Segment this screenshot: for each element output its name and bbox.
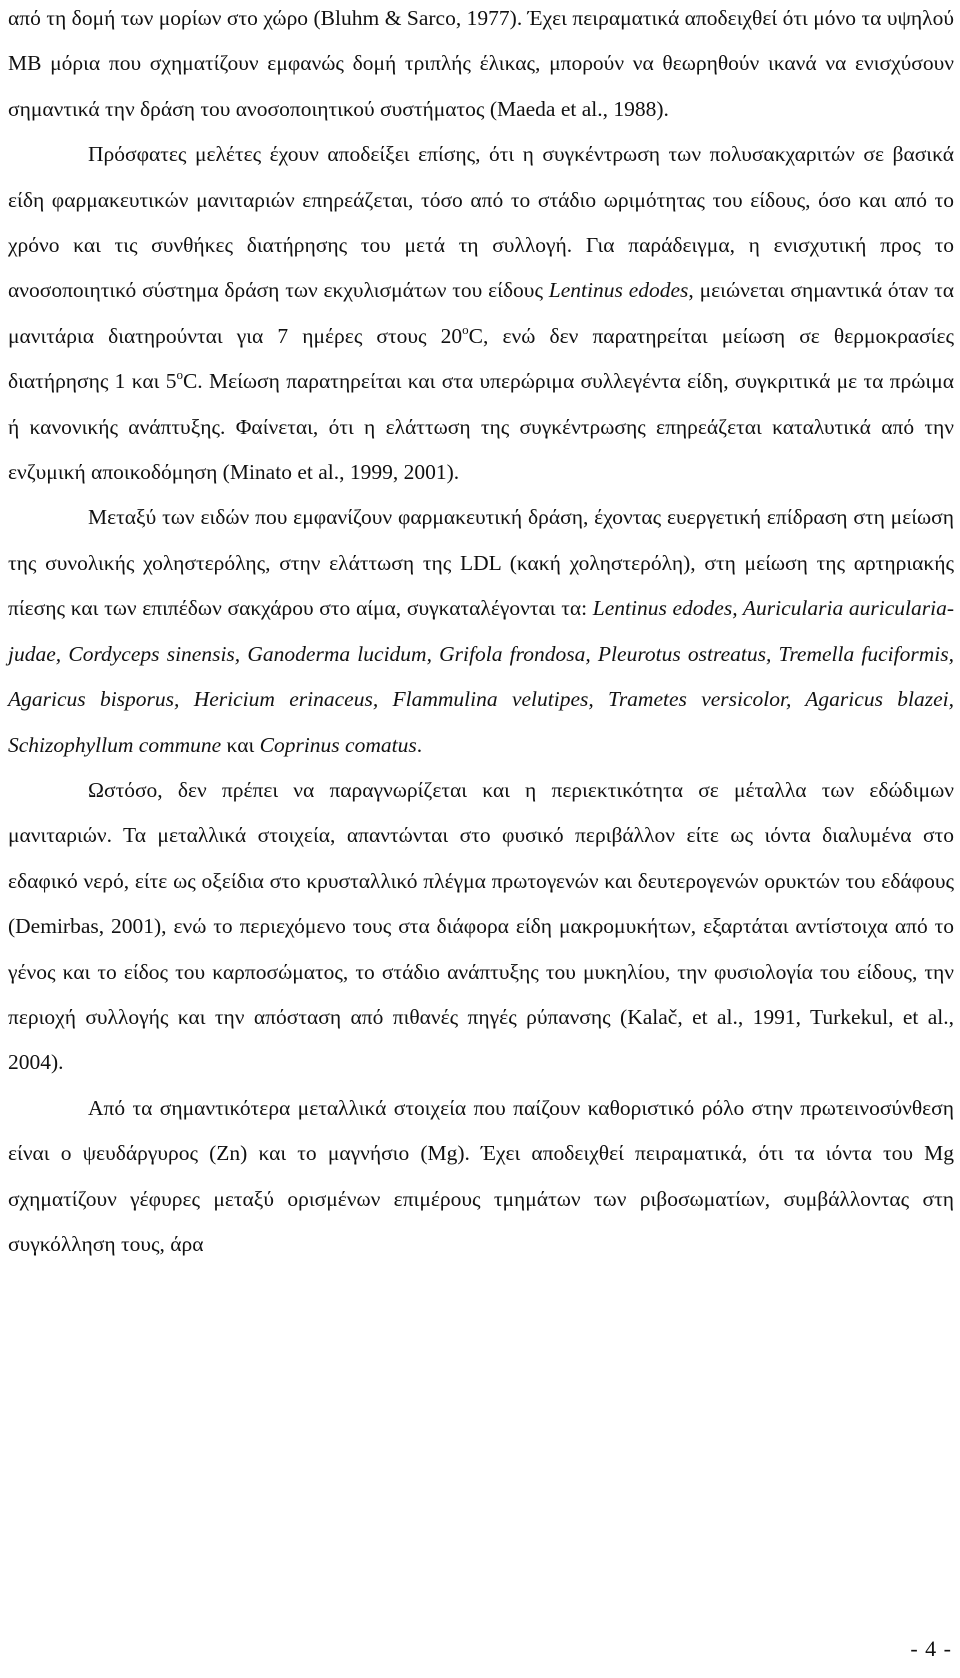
paragraph-2-text-a: Πρόσφατες μελέτες έχουν αποδείξει επίσης, ότι η συγκέντρωση των πολυσακχαριτών σε βασικά είδη φαρμακευτικών μανιταριών επηρεάζεται, τόσο από το στάδιο ωριμότητας του είδους, όσο και από το χρόνο και τις συνθήκες διατήρησης του μετά τη συλλογή. Για παράδειγμα, η ενισχυτική προς το ανοσοποιητικό σύστημα δράση των εκχυλισμάτων του είδους <box>8 142 954 303</box>
paragraph-3-text-b: και <box>221 732 260 757</box>
paragraph-3-text-c: . <box>416 732 423 757</box>
species-name: Coprinus comatus <box>259 732 417 757</box>
paragraph-4 <box>8 768 954 1086</box>
paragraph-3 <box>8 495 954 767</box>
paragraph-3-text-a: Μεταξύ των ειδών που εμφανίζουν φαρμακευτική δράση, έχοντας ευεργετική επίδραση στη μείωση της συνολικής χοληστερόλης, στην ελάττωση της LDL (κακή χοληστερόλη), στη μείωση της αρτηριακής πίεσης και των επιπέδων σακχάρου στο αίμα, συγκαταλέγονται τα: <box>8 505 954 621</box>
paragraph-1-text: από τη δομή των μορίων στο χώρο (Bluhm & Sarco, 1977). Έχει πειραματικά αποδειχθεί ότι μόνο τα υψηλού ΜΒ μόρια που σχηματίζουν εμφανώς δομή τριπλής έλικας, μπορούν να θεωρηθούν ικανά να ενισχύσουν σημαντικά την δράση του ανοσοποιητικού συστήματος (Maeda et al., 1988). <box>8 6 954 121</box>
paragraph-1 <box>8 0 954 132</box>
species-name: Lentinus edodes <box>548 278 689 303</box>
paragraph-5 <box>8 1086 954 1268</box>
degree-superscript: o <box>462 321 469 337</box>
paragraph-2-text-b: , μειώνεται σημαντικά όταν τα μανιτάρια διατηρούνται για 7 ημέρες στους 20 <box>8 278 954 348</box>
paragraph-5-text: Από τα σημαντικότερα μεταλλικά στοιχεία που παίζουν καθοριστικό ρόλο στην πρωτεινοσύνθεση είναι ο ψευδάργυρος (Zn) και το μαγνήσιο (Mg). Έχει αποδειχθεί πειραματικά, ότι τα ιόντα του Mg σχηματίζουν γέφυρες μεταξύ ορισμένων επιμέρους τμημάτων των ριβοσωματίων, συμβάλλοντας στη συγκόλληση τους, άρα <box>8 1095 954 1256</box>
paragraph-4-text: Ωστόσο, δεν πρέπει να παραγνωρίζεται και η περιεκτικότητα σε μέταλλα των εδώδιμων μανιταριών. Τα μεταλλικά στοιχεία, απαντώνται στο φυσικό περιβάλλον είτε ως ιόντα διαλυμένα στο εδαφικό νερό, είτε ως οξείδια στο κρυσταλλικό πλέγμα πρωτογενών και δευτερογενών ορυκτών του εδάφους (Demirbas, 2001), ενώ το περιεχόμενο τους στα διάφορα είδη μακρομυκήτων, εξαρτάται αντίστοιχα από το γένος και το είδος του καρποσώματος, το στάδιο ανάπτυξης του μυκηλίου, την φυσιολογία του είδους, την περιοχή συλλογής και την απόσταση από πιθανές πηγές ρύπανσης (Kalač, et al., 1991, Turkekul, et al., 2004). <box>8 777 954 1075</box>
paragraph-2 <box>8 132 954 495</box>
species-list: Lentinus edodes, Auricularia auricularia-judae, Cordyceps sinensis, Ganoderma lucidum, Grifola frondosa, Pleurotus ostreatus, Tremella fuciformis, Agaricus bisporus, Hericium erinaceus, Flammulina velutipes, Trametes versicolor, Agaricus blazei, Schizophyllum commune <box>8 596 954 757</box>
paragraph-2-text-d: C. Μείωση παρατηρείται και στα υπερώριμα συλλεγέντα είδη, συγκριτικά με τα πρώιμα ή κανονικής ανάπτυξης. Φαίνεται, ότι η ελάττωση της συγκέντρωσης επηρεάζεται καταλυτικά από την ενζυμική αποικοδόμηση (Minato et al., 1999, 2001). <box>8 369 954 485</box>
page-number: - 4 - <box>910 1636 952 1661</box>
paragraph-2-text-c: C, ενώ δεν παρατηρείται μείωση σε θερμοκρασίες διατήρησης 1 και 5 <box>8 323 954 394</box>
degree-superscript: o <box>176 367 183 383</box>
body-text <box>8 0 954 1267</box>
